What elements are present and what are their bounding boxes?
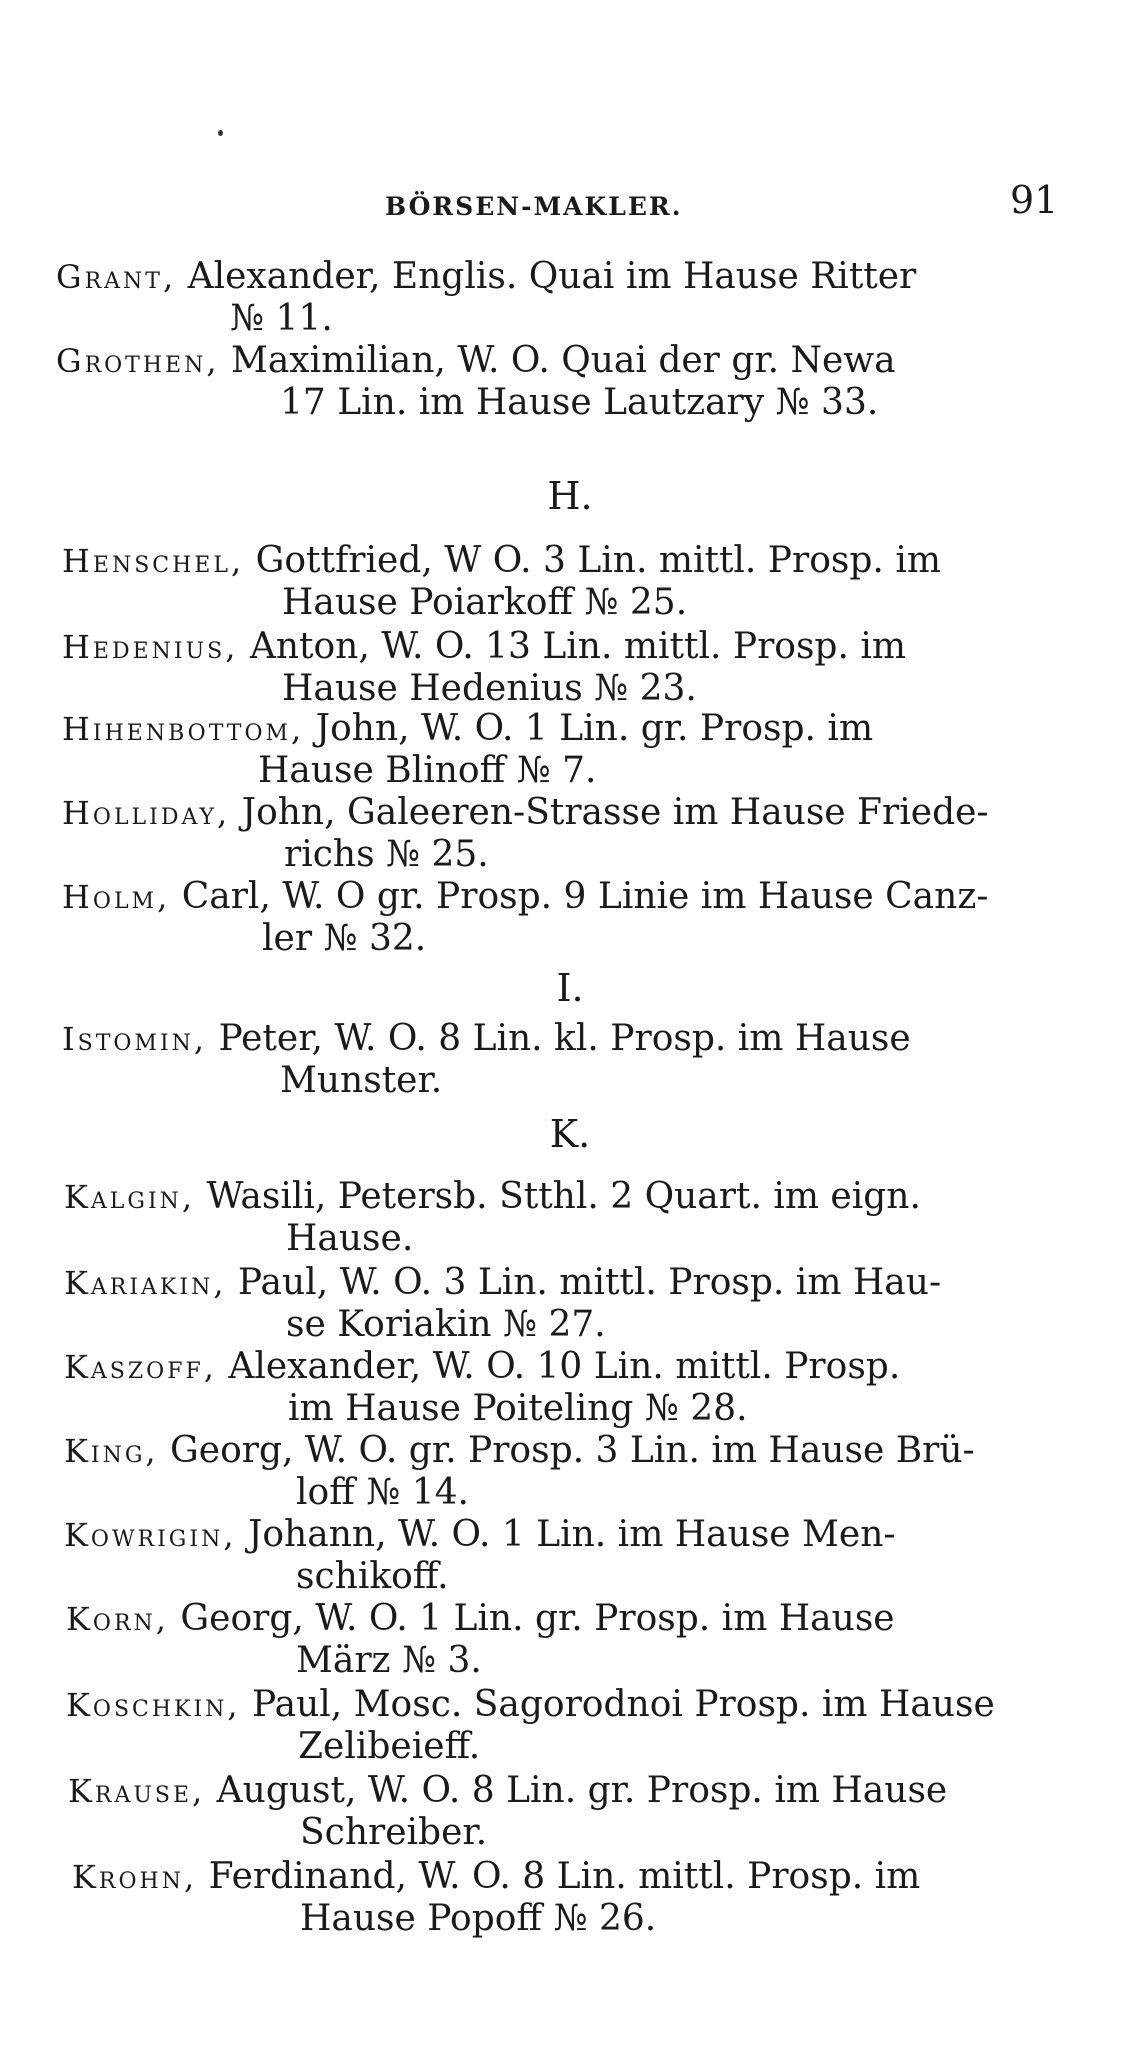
entry-surname: Hedenius, xyxy=(62,628,239,666)
entry-korn xyxy=(66,1598,895,1682)
entry-surname: Istomin, xyxy=(62,1020,208,1058)
entry-grant xyxy=(56,256,916,340)
entry-text: Johann, W. O. 1 Lin. im Hause Men- xyxy=(236,1514,896,1555)
entry-text: Anton, W. O. 13 Lin. mittl. Prosp. im xyxy=(238,626,907,667)
section-letter-h: H. xyxy=(547,474,593,518)
entry-continuation: Hause Hedenius № 23. xyxy=(282,668,697,709)
entry-krause xyxy=(68,1770,947,1854)
entry-text: Georg, W. O. 1 Lin. gr. Prosp. im Hause xyxy=(168,1598,895,1639)
entry-surname: Grant, xyxy=(56,258,177,296)
entry-continuation: Hause Popoff № 26. xyxy=(300,1898,657,1939)
entry-koschkin xyxy=(66,1684,995,1768)
entry-continuation: 17 Lin. im Hause Lautzary № 33. xyxy=(280,382,879,423)
entry-hedenius xyxy=(62,626,906,710)
entry-text: August, W. O. 8 Lin. gr. Prosp. im Hause xyxy=(205,1770,948,1811)
entry-text: John, Galeeren-Strasse im Hause Friede- xyxy=(230,792,989,833)
entry-text: John, W. O. 1 Lin. gr. Prosp. im xyxy=(304,708,874,749)
entry-surname: Krohn, xyxy=(72,1858,198,1896)
entry-continuation: Schreiber. xyxy=(300,1812,488,1853)
entry-kaszoff xyxy=(64,1346,900,1430)
entry-surname: Henschel, xyxy=(62,542,245,580)
entry-text: Georg, W. O. gr. Prosp. 3 Lin. im Hause Brü- xyxy=(158,1430,975,1471)
entry-continuation: Hause. xyxy=(286,1218,414,1259)
page-number: 91 xyxy=(1010,178,1059,222)
entry-krohn xyxy=(72,1856,920,1940)
entry-grothen xyxy=(56,340,896,424)
entry-continuation: № 11. xyxy=(230,298,333,339)
running-head xyxy=(0,178,1140,238)
entry-text: Paul, Mosc. Sagorodnoi Prosp. im Hause xyxy=(240,1684,995,1725)
entry-continuation: ler № 32. xyxy=(262,918,427,959)
entry-surname: Holliday, xyxy=(62,794,231,832)
entry-continuation: schikoff. xyxy=(296,1556,449,1597)
entry-continuation: Hause Blinoff № 7. xyxy=(258,750,597,791)
print-speck xyxy=(218,130,223,136)
entry-surname: Holm, xyxy=(62,878,171,916)
entry-kariakin xyxy=(64,1262,941,1346)
entry-kalgin xyxy=(64,1176,921,1260)
entry-surname: Kaszoff, xyxy=(64,1348,217,1386)
entry-text: Alexander, W. O. 10 Lin. mittl. Prosp. xyxy=(216,1346,901,1387)
entry-holliday xyxy=(62,792,989,876)
entry-continuation: Hause Poiarkoff № 25. xyxy=(282,582,688,623)
entry-text: Ferdinand, W. O. 8 Lin. mittl. Prosp. im xyxy=(197,1856,921,1897)
entry-text: Carl, W. O gr. Prosp. 9 Linie im Hause Canz- xyxy=(170,876,989,917)
running-title: BÖRSEN-MAKLER. xyxy=(385,192,683,221)
entry-surname: King, xyxy=(64,1432,159,1470)
entry-surname: Korn, xyxy=(66,1600,169,1638)
entry-text: Wasili, Petersb. Stthl. 2 Quart. im eign. xyxy=(195,1176,921,1217)
entry-continuation: Zelibeieff. xyxy=(298,1726,481,1767)
entry-text: Maximilian, W. O. Quai der gr. Newa xyxy=(219,340,896,381)
section-letter-k: K. xyxy=(549,1112,591,1156)
entry-istomin xyxy=(62,1018,911,1102)
entry-continuation: Munster. xyxy=(280,1060,443,1101)
entry-henschel xyxy=(62,540,941,624)
entry-continuation: März № 3. xyxy=(296,1640,482,1681)
entry-text: Peter, W. O. 8 Lin. kl. Prosp. im Hause xyxy=(207,1018,911,1059)
entry-continuation: loff № 14. xyxy=(296,1472,469,1513)
entry-text: Paul, W. O. 3 Lin. mittl. Prosp. im Hau- xyxy=(226,1262,942,1303)
entry-text: Alexander, Englis. Quai im Hause Ritter xyxy=(176,256,917,297)
section-letter-i: I. xyxy=(556,966,584,1010)
entry-continuation: se Koriakin № 27. xyxy=(286,1304,606,1345)
entry-surname: Krause, xyxy=(68,1772,206,1810)
entry-hihenbottom xyxy=(62,708,873,792)
entry-text: Gottfried, W O. 3 Lin. mittl. Prosp. im xyxy=(244,540,941,581)
entry-surname: Hihenbottom, xyxy=(62,710,305,748)
entry-king xyxy=(64,1430,975,1514)
entry-surname: Koschkin, xyxy=(66,1686,241,1724)
entry-surname: Kariakin, xyxy=(64,1264,227,1302)
entry-holm xyxy=(62,876,988,960)
entry-kowrigin xyxy=(64,1514,896,1598)
entry-surname: Grothen, xyxy=(56,342,220,380)
entry-surname: Kalgin, xyxy=(64,1178,196,1216)
entry-surname: Kowrigin, xyxy=(64,1516,237,1554)
entry-continuation: richs № 25. xyxy=(284,834,489,875)
entry-continuation: im Hause Poiteling № 28. xyxy=(288,1388,748,1429)
